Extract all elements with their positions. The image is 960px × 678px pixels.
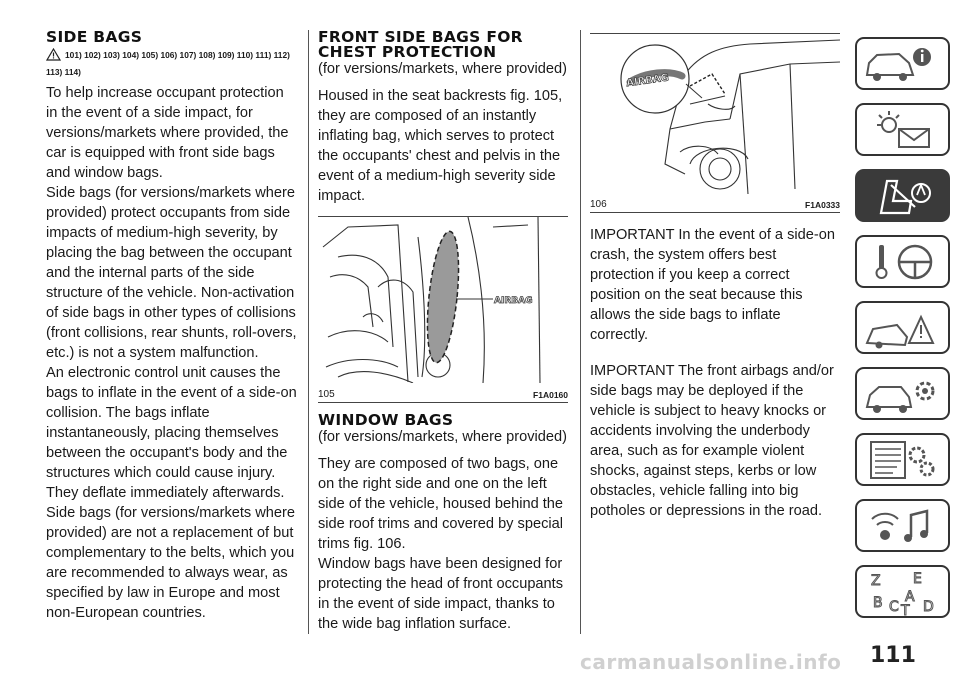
tab-emergency[interactable] [855, 301, 950, 354]
figure-caption [318, 387, 568, 403]
airbag-seat-icon [857, 171, 948, 220]
svg-text:C: C [889, 599, 899, 615]
steering-wheel-icon [857, 237, 948, 286]
svg-text:B: B [873, 595, 883, 611]
tab-technical-data[interactable] [855, 433, 950, 486]
tab-warning-lights[interactable] [855, 103, 950, 156]
technical-data-icon [857, 435, 948, 484]
paragraph: Housed in the seat backrests fig. 105, they are composed of an instantly inflating bag, which serves to protect the occupants' chest and pelvis in the event of a medium-high severity side impact. [318, 88, 563, 204]
maintenance-icon [857, 369, 948, 418]
figure-105 [318, 216, 568, 403]
warning-lights-icon [857, 105, 948, 154]
figure-106 [590, 33, 840, 213]
figure-number: 106 [590, 199, 607, 210]
svg-text:E: E [913, 571, 922, 587]
warning-notes-refs: 101) 102) 103) 104) 105) 106) 107) 108) 109) 110) 111) 112) 113) 114) [46, 50, 290, 77]
column-side-bags [46, 30, 298, 623]
figure-number: 105 [318, 389, 335, 400]
paragraph: Window bags have been designed for protecting the head of front occupants in the event of side impact, thanks to the wide bag inflation surface. [318, 556, 564, 632]
car-info-icon [857, 39, 948, 88]
multimedia-icon [857, 501, 948, 550]
paragraph-important: IMPORTANT The front airbags and/or side bags may be deployed if the vehicle is subject to heavy knocks or accidents involving the underbody area, such as for example violent shocks, against steps, kerbs or low obstacles, vehicle falling into big potholes or depressions in the road. [590, 363, 834, 519]
paragraph-important: IMPORTANT In the event of a side-on crash, the system offers best protection if you keep a correct position on the seat because this allows the side bags to inflate correctly. [590, 227, 835, 343]
van-airbag-illustration [590, 34, 840, 194]
paragraph: Side bags (for versions/markets where provided) are not a replacement of but complementary to the belts, which you are recommended to always wear, as specified by law in Europe and most non-European countries. [46, 505, 296, 621]
figure-caption [590, 197, 840, 213]
airbag-shape [422, 230, 464, 364]
index-icon [857, 567, 948, 616]
svg-text:Z: Z [871, 573, 881, 589]
paragraph: They are composed of two bags, one on the right side and one on the left side of the vehicle, housed behind the side roof trims and covered by special trims fig. 106. [318, 456, 564, 552]
tab-car-info[interactable] [855, 37, 950, 90]
section-title-window-bags: WINDOW BAGS [318, 411, 454, 429]
column-divider [308, 30, 309, 634]
car-breakdown-icon [857, 303, 948, 352]
svg-text:T: T [901, 603, 910, 616]
airbag-label: AIRBAG [494, 296, 533, 306]
figure-code: F1A0160 [533, 390, 568, 400]
section-subtitle: (for versions/markets, where provided) [318, 61, 567, 77]
seat-airbag-illustration [318, 217, 568, 383]
section-title-side-bags: SIDE BAGS [46, 28, 143, 46]
section-subtitle: (for versions/markets, where provided) [318, 429, 567, 445]
tab-servicing[interactable] [855, 367, 950, 420]
section-title-front-side-bags: FRONT SIDE BAGS FOR CHEST PROTECTION [318, 28, 523, 61]
tab-starting-driving[interactable] [855, 235, 950, 288]
column-front-side-bags [318, 30, 568, 634]
svg-text:D: D [923, 599, 934, 615]
paragraph: To help increase occupant protection in the event of a side impact, for versions/markets where provided, the car is equipped with front side bags and window bags. [46, 85, 289, 181]
tab-multimedia[interactable] [855, 499, 950, 552]
paragraph: An electronic control unit causes the bags to inflate in the event of a side-on collision. The bags inflate instantaneously, placing themselves between the occupant's body and the structures which could cause injury. They deflate immediately afterwards. [46, 365, 297, 501]
warning-triangle-icon [46, 48, 61, 65]
watermark: carmanualsonline.info [580, 650, 842, 674]
airbag-label: AIRBAG [625, 72, 670, 90]
tab-index[interactable] [855, 565, 950, 618]
column-divider [580, 30, 581, 634]
column-important [590, 30, 840, 521]
svg-text:A: A [905, 589, 915, 605]
paragraph: Side bags (for versions/markets where provided) protect occupants from side impacts of medium-high severity, by placing the bag between the occupant and the internal parts of the side structure of the vehicle. Non-activation of side bags in other types of collisions (front collisions, rear shunts, roll-overs, etc.) is not a system malfunction. [46, 185, 297, 361]
page-number: 111 [870, 643, 916, 668]
figure-code: F1A0333 [805, 200, 840, 210]
tab-safety[interactable] [855, 169, 950, 222]
warning-notes [46, 48, 298, 79]
